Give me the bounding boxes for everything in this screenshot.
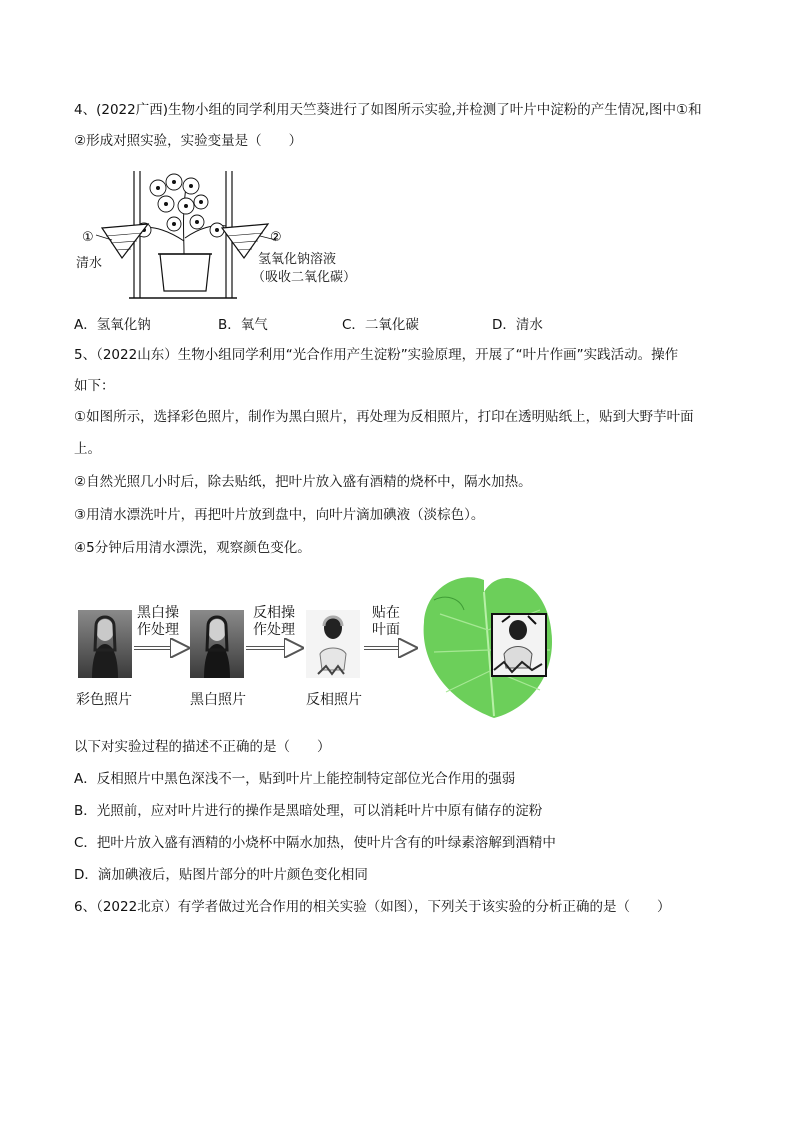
q5-option-b[interactable]: B．光照前，应对叶片进行的操作是黑暗处理，可以消耗叶片中原有储存的淀粉 bbox=[74, 803, 543, 819]
q6-stem-line1: 6、（2022北京）有学者做过光合作用的相关实验（如图），下列关于该实验的分析正确的是（ ） bbox=[74, 899, 671, 915]
q5-option-d[interactable]: D．滴加碘液后，贴图片部分的叶片颜色变化相同 bbox=[74, 867, 368, 883]
q5-question: 以下对实验过程的描述不正确的是（ ） bbox=[74, 739, 331, 755]
q4-options bbox=[74, 313, 734, 333]
q5-caption-bw: 黑白照片 bbox=[190, 692, 246, 708]
q5-step-3: ③用清水漂洗叶片，再把叶片放到盘中，向叶片滴加碘液（淡棕色）。 bbox=[74, 507, 485, 523]
q5-arrow3-label-a: 贴在 bbox=[372, 605, 400, 621]
q5-inverted-photo bbox=[306, 610, 360, 678]
q5-option-a[interactable]: A．反相照片中黑色深浅不一，贴到叶片上能控制特定部位光合作用的强弱 bbox=[74, 771, 516, 787]
q5-step-2: ②自然光照几小时后，除去贴纸，把叶片放入盛有酒精的烧杯中，隔水加热。 bbox=[74, 474, 532, 490]
q4-marker-1: ① bbox=[82, 230, 94, 245]
q5-caption-color: 彩色照片 bbox=[76, 692, 132, 708]
q5-bw-photo bbox=[190, 610, 244, 678]
q5-arrow2-label-a: 反相操 bbox=[253, 605, 295, 621]
q5-arrow3-label-b: 叶面 bbox=[372, 622, 400, 638]
q4-label-absorb-co2: （吸收二氧化碳） bbox=[252, 270, 357, 285]
q5-caption-inverted: 反相照片 bbox=[306, 692, 362, 708]
q5-option-c[interactable]: C．把叶片放入盛有酒精的小烧杯中隔水加热，使叶片含有的叶绿素溶解到酒精中 bbox=[74, 835, 556, 851]
q4-stem-line1: 4、(2022广西)生物小组的同学利用天竺葵进行了如图所示实验,并检测了叶片中淀粉的产生情况,图中①和 bbox=[74, 102, 702, 118]
q4-option-d[interactable]: D．清水 bbox=[492, 317, 543, 333]
q5-arrow1-label-b: 作处理 bbox=[137, 622, 179, 638]
q5-step-4: ④5分钟后用清水漂洗，观察颜色变化。 bbox=[74, 540, 311, 556]
q5-taro-leaf bbox=[424, 577, 552, 718]
q5-arrow2-label-b: 作处理 bbox=[253, 622, 295, 638]
q4-plant-figure bbox=[74, 166, 374, 306]
q5-stem-line1: 5、（2022山东）生物小组同学利用“光合作用产生淀粉”实验原理，开展了“叶片作画”实践活动。操作 bbox=[74, 347, 679, 363]
q4-label-naoh: 氢氧化钠溶液 bbox=[258, 252, 337, 267]
q5-step-1-cont: 上。 bbox=[74, 441, 101, 457]
q5-step-1: ①如图所示，选择彩色照片，制作为黑白照片，再处理为反相照片，打印在透明贴纸上，贴到大野芋叶面 bbox=[74, 409, 694, 425]
q5-arrow1-label-a: 黑白操 bbox=[137, 605, 179, 621]
q4-label-water: 清水 bbox=[76, 256, 103, 271]
q5-stem-line2: 如下： bbox=[74, 378, 115, 394]
q4-marker-2: ② bbox=[270, 230, 282, 245]
q4-stem-line2: ②形成对照实验，实验变量是（ ） bbox=[74, 133, 303, 149]
q4-option-c[interactable]: C．二氧化碳 bbox=[342, 317, 419, 333]
q5-color-photo bbox=[78, 610, 132, 678]
q4-option-a[interactable]: A．氢氧化钠 bbox=[74, 317, 151, 333]
q4-option-b[interactable]: B．氧气 bbox=[218, 317, 268, 333]
